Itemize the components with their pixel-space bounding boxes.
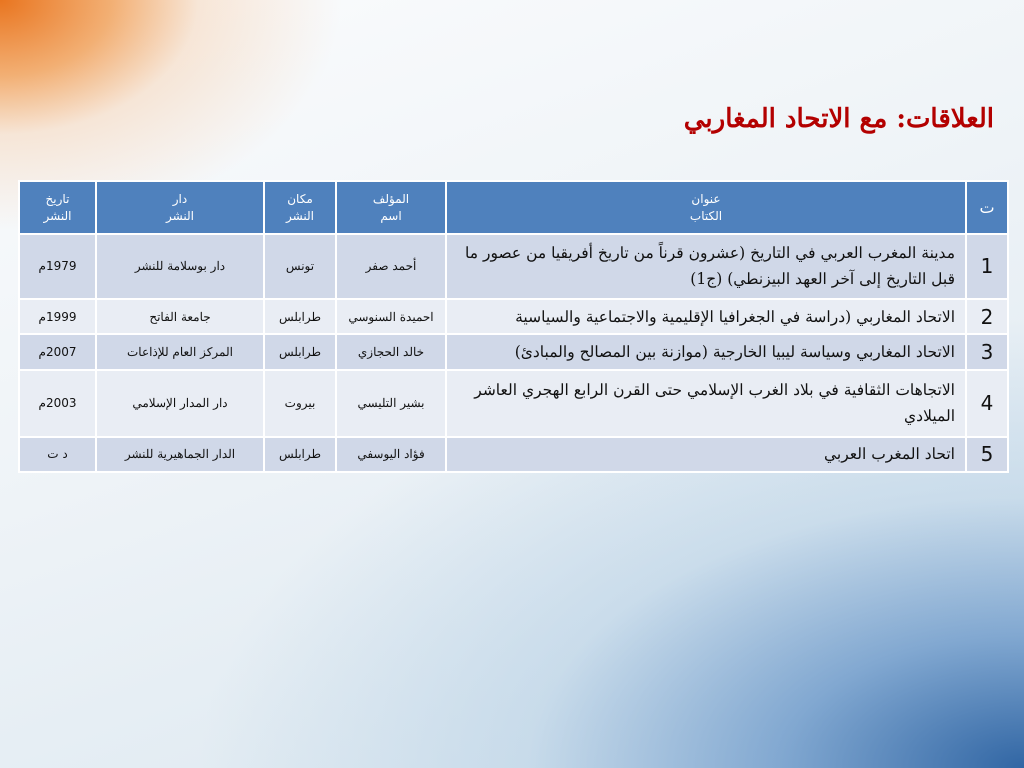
cell-publisher: المركز العام للإذاعات [96, 334, 264, 369]
cell-publisher: دار المدار الإسلامي [96, 370, 264, 437]
cell-publisher: جامعة الفاتح [96, 299, 264, 334]
cell-author: أحمد صفر [336, 234, 446, 299]
slide-title: العلاقات: مع الاتحاد المغاربي [683, 104, 994, 134]
cell-number: 3 [966, 334, 1008, 369]
cell-publisher: الدار الجماهيرية للنشر [96, 437, 264, 472]
table-row [19, 234, 1008, 299]
books-table-container [18, 180, 1007, 473]
table-row [19, 370, 1008, 437]
cell-date: د ت [19, 437, 96, 472]
table-header-row [19, 181, 1008, 234]
cell-date: 2003م [19, 370, 96, 437]
cell-date: 1999م [19, 299, 96, 334]
header-place-line1: مكان [287, 191, 313, 206]
header-date-line2: النشر [43, 208, 72, 223]
header-author [336, 181, 446, 234]
header-author-line1: المؤلف [372, 191, 410, 206]
cell-author: فؤاد اليوسفي [336, 437, 446, 472]
cell-place: بيروت [264, 370, 336, 437]
cell-publisher: دار بوسلامة للنشر [96, 234, 264, 299]
cell-place: تونس [264, 234, 336, 299]
cell-place: طرابلس [264, 437, 336, 472]
header-date [19, 181, 96, 234]
header-place-line2: النشر [286, 208, 314, 223]
cell-author: بشير التليسي [336, 370, 446, 437]
cell-number: 1 [966, 234, 1008, 299]
header-publisher-line1: دار [172, 191, 188, 206]
header-book-title-line1: عنوان [691, 191, 721, 206]
cell-place: طرابلس [264, 334, 336, 369]
header-publisher [96, 181, 264, 234]
cell-number: 5 [966, 437, 1008, 472]
cell-number: 4 [966, 370, 1008, 437]
cell-book-title: الاتجاهات الثقافية في بلاد الغرب الإسلامي حتى القرن الرابع الهجري العاشر الميلادي [446, 370, 966, 437]
cell-book-title: مدينة المغرب العربي في التاريخ (عشرون قرناً من تاريخ أفريقيا من عصور ما قبل التاريخ إلى آخر العهد البيزنطي) (ج1) [446, 234, 966, 299]
cell-book-title: الاتحاد المغاربي وسياسة ليبيا الخارجية (موازنة بين المصالح والمبادئ) [446, 334, 966, 369]
cell-author: خالد الحجازي [336, 334, 446, 369]
cell-book-title: اتحاد المغرب العربي [446, 437, 966, 472]
cell-book-title: الاتحاد المغاربي (دراسة في الجغرافيا الإقليمية والاجتماعية والسياسية [446, 299, 966, 334]
header-place [264, 181, 336, 234]
books-table [18, 180, 1009, 473]
table-row [19, 437, 1008, 472]
header-book-title-line2: الكتاب [689, 208, 723, 223]
cell-date: 1979م [19, 234, 96, 299]
header-number: ت [966, 181, 1008, 234]
cell-place: طرابلس [264, 299, 336, 334]
table-row [19, 299, 1008, 334]
header-date-line1: تاريخ [45, 191, 70, 206]
cell-author: احميدة السنوسي [336, 299, 446, 334]
header-publisher-line2: النشر [166, 208, 194, 223]
header-book-title [446, 181, 966, 234]
table-row [19, 334, 1008, 369]
cell-number: 2 [966, 299, 1008, 334]
header-author-line2: اسم [380, 208, 402, 223]
cell-date: 2007م [19, 334, 96, 369]
